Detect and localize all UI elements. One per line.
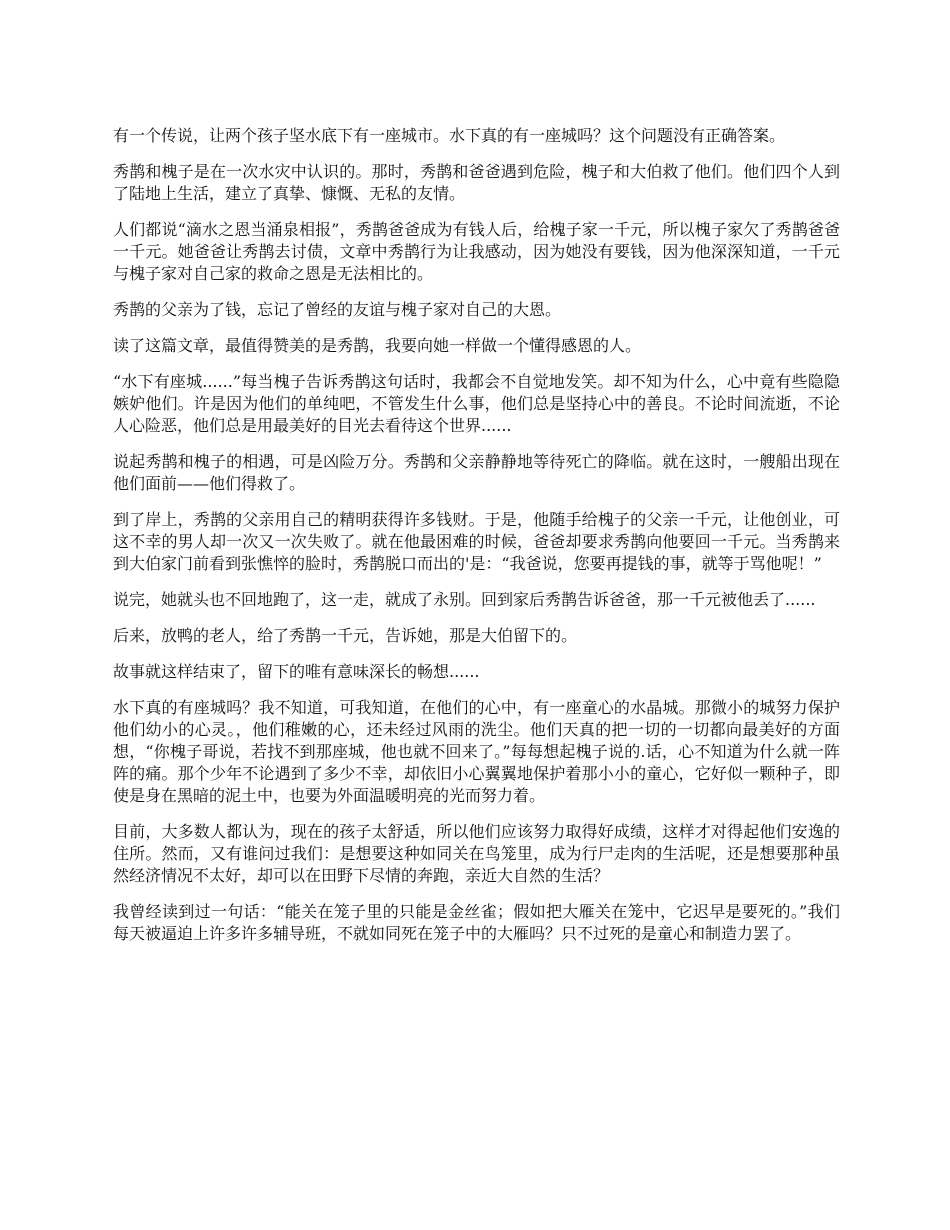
paragraph-9: 说完，她就头也不回地跑了，这一走，就成了永别。回到家后秀鹊告诉爸爸，那一千元被他丢了...... bbox=[113, 590, 816, 609]
paragraph-2: 秀鹊和槐子是在一次水灾中认识的。那时，秀鹊和爸爸遇到危险，槐子和大伯救了他们。他们四个人到了陆地上生活，建立了真挚、慷慨、无私的友情。 bbox=[113, 162, 840, 203]
paragraph-3: 人们都说“滴水之恩当涌泉相报”，秀鹊爸爸成为有钱人后，给槐子家一千元，所以槐子家欠了秀鹊爸爸一千元。她爸爸让秀鹊去讨债，文章中秀鹊行为让我感动，因为她没有要钱，因为他深深知道，一千元与槐子家对自己家的救命之恩是无法相比的。 bbox=[113, 220, 840, 283]
paragraph-8: 到了岸上，秀鹊的父亲用自己的精明获得许多钱财。于是，他随手给槐子的父亲一千元，让他创业，可这不幸的男人却一次又一次失败了。就在他最困难的时候，爸爸却要求秀鹊向他要回一千元。当秀鹊来到大伯家门前看到张憔悴的脸时，秀鹊脱口而出的'是：“我爸说，您要再提钱的事，就等于骂他呢！” bbox=[113, 510, 840, 573]
paragraph-1: 有一个传说，让两个孩子坚水底下有一座城市。水下真的有一座城吗？这个问题没有正确答案。 bbox=[113, 126, 786, 145]
paragraph-4: 秀鹊的父亲为了钱，忘记了曾经的友谊与槐子家对自己的大恩。 bbox=[113, 300, 562, 319]
paragraph-12: 水下真的有座城吗？我不知道，可我知道，在他们的心中，有一座童心的水晶城。那微小的城努力保护他们幼小的心灵。，他们稚嫩的心，还未经过风雨的洗尘。他们天真的把一切的一切都向最美好的方面想，“你槐子哥说，若找不到那座城，他也就不回来了。”每每想起槐子说的.话，心不知道为什么就一阵阵的痛。那个少年不论遇到了多少不幸，却依旧小心翼翼地保护着那小小的童心，它好似一颗种子，即使是身在黑暗的泥土中，也要为外面温暖明亮的光而努力着。 bbox=[113, 698, 840, 805]
paragraph-14: 我曾经读到过一句话：“能关在笼子里的只能是金丝雀；假如把大雁关在笼中，它迟早是要死的。”我们每天被逼迫上许多许多辅导班，不就如同死在笼子中的大雁吗？只不过死的是童心和制造力罢了。 bbox=[113, 902, 840, 943]
paragraph-6: “水下有座城......”每当槐子告诉秀鹊这句话时，我都会不自觉地发笑。却不知为什么，心中竟有些隐隐嫉妒他们。许是因为他们的单纯吧，不管发生什么事，他们总是坚持心中的善良。不论时间流逝，不论人心险恶，他们总是用最美好的目光去看待这个世界...... bbox=[113, 372, 840, 435]
paragraph-7: 说起秀鹊和槐子的相遇，可是凶险万分。秀鹊和父亲静静地等待死亡的降临。就在这时，一艘船出现在他们面前——他们得救了。 bbox=[113, 452, 840, 493]
document-body bbox=[113, 125, 840, 959]
paragraph-11: 故事就这样结束了，留下的唯有意味深长的畅想...... bbox=[113, 662, 480, 681]
paragraph-5: 读了这篇文章，最值得赞美的是秀鹊，我要向她一样做一个懂得感恩的人。 bbox=[113, 336, 642, 355]
paragraph-10: 后来，放鸭的老人，给了秀鹊一千元，告诉她，那是大伯留下的。 bbox=[113, 626, 578, 645]
paragraph-13: 目前，大多数人都认为，现在的孩子太舒适，所以他们应该努力取得好成绩，这样才对得起他们安逸的住所。然而，又有谁问过我们：是想要这种如同关在鸟笼里，成为行尸走肉的生活呢，还是想要那种虽然经济情况不太好，却可以在田野下尽情的奔跑，亲近大自然的生活？ bbox=[113, 822, 840, 885]
